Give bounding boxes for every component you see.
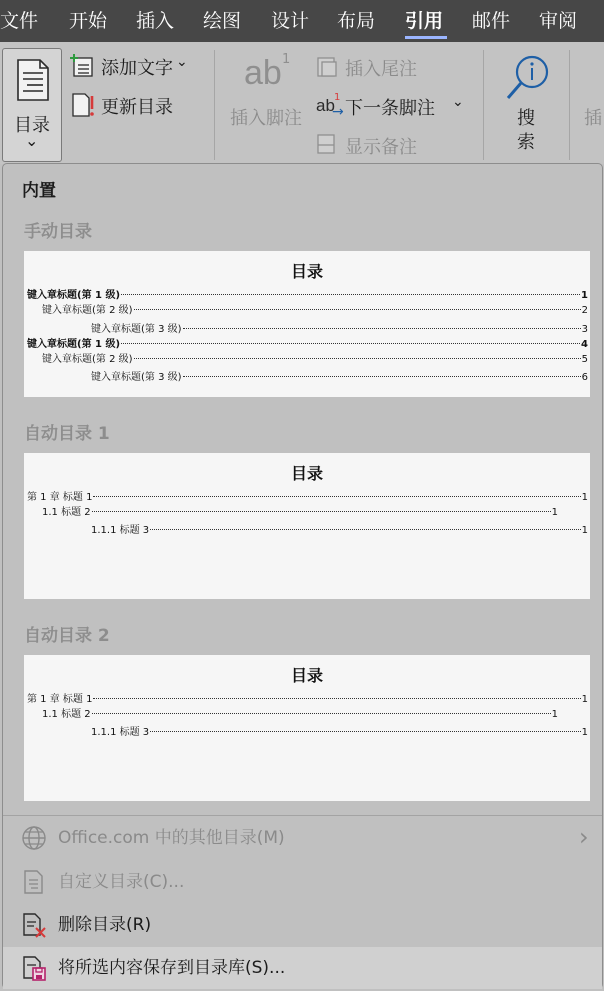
toc-gallery-panel xyxy=(2,163,603,989)
menu-divider xyxy=(3,815,602,816)
toc-preview-auto-1[interactable] xyxy=(24,453,590,599)
search-label-line1: 搜 xyxy=(517,108,535,129)
menu-item-custom-toc[interactable] xyxy=(3,861,602,903)
active-tab-indicator xyxy=(405,36,447,39)
toc-preview-line: 键入章标题(第 3 级) 6 xyxy=(91,372,588,383)
next-footnote-icon[interactable]: ab 1 → xyxy=(316,92,344,120)
footnote-superscript-icon: 1 xyxy=(282,52,291,67)
group-title-manual: 手动目录 xyxy=(24,222,92,242)
preview-title: 目录 xyxy=(290,666,323,685)
cutoff-ribbon-label[interactable]: 插 xyxy=(584,108,602,129)
preview-title: 目录 xyxy=(290,464,323,483)
save-to-gallery-icon xyxy=(21,955,47,981)
chevron-right-icon: › xyxy=(579,823,589,851)
tab-layout[interactable]: 布局 xyxy=(337,10,376,32)
toc-button[interactable] xyxy=(2,48,62,162)
menu-item-label: Office.com 中的其他目录(M) xyxy=(58,828,285,848)
globe-icon xyxy=(21,825,47,851)
toc-preview-line: 键入章标题(第 1 级) 4 xyxy=(27,339,588,350)
footnote-ab-icon: ab xyxy=(244,54,282,92)
ribbon-separator xyxy=(569,50,570,160)
tab-home[interactable]: 开始 xyxy=(69,10,108,32)
toc-icon xyxy=(16,59,50,101)
toc-button-label: 目录 xyxy=(14,115,50,136)
search-button[interactable] xyxy=(498,48,558,158)
menu-item-remove-toc[interactable] xyxy=(3,904,602,946)
toc-preview-line: 键入章标题(第 2 级) 5 xyxy=(42,354,588,365)
section-title-builtin: 内置 xyxy=(22,181,56,201)
menu-item-label: 将所选内容保存到目录库(S)... xyxy=(58,958,286,978)
toc-preview-line: 1.1 标题 2 1 xyxy=(42,709,558,720)
menu-item-more-from-office[interactable] xyxy=(3,817,602,859)
custom-toc-icon xyxy=(21,869,47,895)
tab-insert[interactable]: 插入 xyxy=(136,10,175,32)
update-toc-icon[interactable] xyxy=(70,92,96,118)
tab-review[interactable]: 审阅 xyxy=(539,10,578,32)
menu-item-label: 自定义目录(C)... xyxy=(58,872,185,892)
insert-footnote-button[interactable] xyxy=(228,48,304,140)
add-text-icon[interactable] xyxy=(70,54,94,78)
tab-mailings[interactable]: 邮件 xyxy=(472,10,511,32)
show-notes-label[interactable]: 显示备注 xyxy=(345,137,417,158)
toc-preview-line: 键入章标题(第 1 级) 1 xyxy=(27,290,588,301)
toc-preview-line: 键入章标题(第 3 级) 3 xyxy=(91,324,588,335)
group-title-auto-1: 自动目录 1 xyxy=(24,424,110,444)
ribbon-separator xyxy=(483,50,484,160)
search-label-line2: 索 xyxy=(517,132,535,153)
insert-endnote-label[interactable]: 插入尾注 xyxy=(345,59,417,80)
add-text-label[interactable]: 添加文字 xyxy=(101,58,173,79)
toc-preview-line: 1.1.1 标题 3 1 xyxy=(91,525,588,536)
chevron-down-icon: ⌄ xyxy=(25,131,39,150)
update-toc-label[interactable]: 更新目录 xyxy=(101,97,173,118)
toc-preview-line: 键入章标题(第 2 级) 2 xyxy=(42,305,588,316)
preview-title: 目录 xyxy=(290,262,323,281)
menu-item-label: 删除目录(R) xyxy=(58,915,152,935)
show-notes-icon[interactable] xyxy=(316,133,336,155)
toc-preview-line: 1.1.1 标题 3 1 xyxy=(91,727,588,738)
toc-preview-line: 1.1 标题 2 1 xyxy=(42,507,558,518)
toc-preview-line: 第 1 章 标题 1 1 xyxy=(27,492,588,503)
group-title-auto-2: 自动目录 2 xyxy=(24,626,110,646)
menu-item-save-to-gallery[interactable] xyxy=(3,947,602,989)
chevron-down-icon[interactable]: ⌄ xyxy=(176,54,188,70)
search-icon xyxy=(504,54,550,102)
remove-toc-icon xyxy=(21,912,47,938)
tab-design[interactable]: 设计 xyxy=(271,10,310,32)
ribbon-tab-bar xyxy=(0,0,604,42)
chevron-down-icon[interactable]: ⌄ xyxy=(452,94,464,110)
toc-preview-auto-2[interactable] xyxy=(24,655,590,801)
toc-preview-manual[interactable] xyxy=(24,251,590,397)
tab-references[interactable]: 引用 xyxy=(405,10,444,32)
ribbon-separator xyxy=(214,50,215,160)
ribbon xyxy=(0,42,604,164)
toc-preview-line: 第 1 章 标题 1 1 xyxy=(27,694,588,705)
insert-footnote-label: 插入脚注 xyxy=(230,108,302,129)
tab-file[interactable]: 文件 xyxy=(0,10,39,32)
insert-endnote-icon[interactable] xyxy=(316,56,338,78)
next-footnote-label[interactable]: 下一条脚注 xyxy=(345,98,435,119)
tab-draw[interactable]: 绘图 xyxy=(203,10,242,32)
